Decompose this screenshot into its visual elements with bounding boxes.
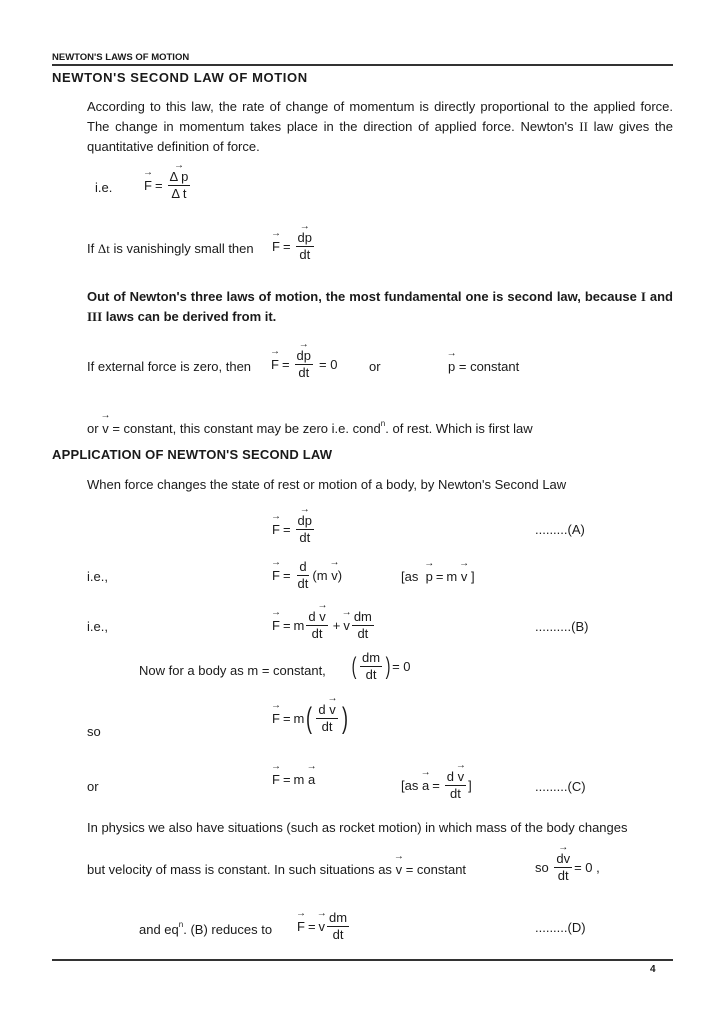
formula-A: → F = → $\frac{dp}{dt}$	[272, 514, 316, 545]
as-p-mv: [as → p = m → v ]	[401, 569, 475, 584]
ie-label: i.e.,	[87, 569, 108, 584]
bold-statement: Out of Newton's three laws of motion, the most fundamental one is second law, because I and III laws can be derived from it.	[87, 289, 673, 324]
formula-D: → F = → v $\frac{dm}{dt}$	[297, 911, 351, 942]
fraction	[168, 170, 191, 201]
so-label: so	[87, 724, 101, 739]
equals: =	[282, 239, 291, 254]
delta-p: → Δ p	[170, 170, 189, 184]
eq-label-C: .........(C)	[535, 779, 586, 794]
formula-dp-dt	[272, 231, 316, 262]
application-intro: When force changes the state of rest or motion of a body, by Newton's Second Law	[87, 477, 567, 492]
footer-rule	[52, 959, 673, 961]
velocity-line: but velocity of mass is constant. In such situations as → v = constant	[87, 862, 466, 877]
reduces-text: and $eq^n$. (B) reduces to	[139, 920, 273, 937]
eq-label-B: ..........(B)	[535, 619, 589, 634]
formula-dmv: → F = $\frac{d}{dt}$ (m → v )	[272, 560, 342, 591]
vector-F: → F	[272, 239, 280, 254]
v-constant-line: or → v = constant, this constant may be zero i.e. cond$^n$. of rest. Which is first law	[87, 419, 533, 436]
dp: → dp	[298, 231, 312, 245]
formula-dv-zero: so → $\frac{dv}{dt}$ = 0 ,	[535, 852, 600, 883]
formula-dm-zero: ( $\frac{dm}{dt}$ ) = 0	[351, 650, 411, 682]
external-force-text: If external force is zero, then	[87, 359, 252, 374]
dt: dt	[299, 247, 311, 262]
or-word: or	[369, 359, 381, 374]
vanishing-line: If Δt is vanishingly small then	[87, 241, 254, 256]
formula-delta	[144, 170, 192, 201]
delta-t: Δ t	[171, 186, 187, 201]
equals: =	[154, 178, 163, 193]
dt: dt	[298, 365, 310, 380]
page-number: 4	[650, 964, 656, 975]
vector-F: → F	[144, 178, 152, 193]
p-constant: → p = constant	[448, 359, 519, 374]
formula-zero-force	[271, 349, 337, 380]
mass-constant-text: Now for a body as m = constant,	[139, 663, 326, 678]
eq-label-D: .........(D)	[535, 920, 586, 935]
intro-paragraph	[87, 97, 673, 157]
formula-m-dvdt: → F = m ( $\frac{d \to v}{dt}$ )	[272, 703, 350, 734]
dp: → dp	[297, 349, 311, 363]
formula-ma: → F = m → a	[272, 772, 315, 787]
equals: =	[281, 357, 290, 372]
roman-numeral: II	[579, 119, 588, 134]
header-rule	[52, 64, 673, 66]
ie-label: i.e.	[95, 180, 113, 195]
or-label: or	[87, 779, 99, 794]
section-title-second-law: NEWTON'S SECOND LAW OF MOTION	[52, 70, 308, 85]
fraction	[296, 231, 314, 262]
text: law gives the quantitative definition of force.	[87, 119, 673, 154]
eq-label-A: .........(A)	[535, 522, 585, 537]
formula-B: → F = m $\frac{d \to v}{dt}$ + → v $\frac{dm}{dt}$	[272, 610, 376, 641]
ie-label: i.e.,	[87, 619, 108, 634]
vector-F: → F	[271, 357, 279, 372]
equals-zero: = 0	[319, 357, 338, 372]
section-title-application: APPLICATION OF NEWTON'S SECOND LAW	[52, 447, 333, 462]
physics-line: In physics we also have situations (such as rocket motion) in which mass of the body changes	[87, 820, 628, 835]
running-head: NEWTON'S LAWS OF MOTION	[52, 52, 190, 63]
formula-a-def: [as → a = $\frac{d \to v}{dt}$ ]	[401, 770, 472, 801]
text: According to this law, the rate of change of momentum is directly proportional to the applied force. The change in momentum takes place in the direction of applied force. Newton's	[87, 99, 673, 134]
